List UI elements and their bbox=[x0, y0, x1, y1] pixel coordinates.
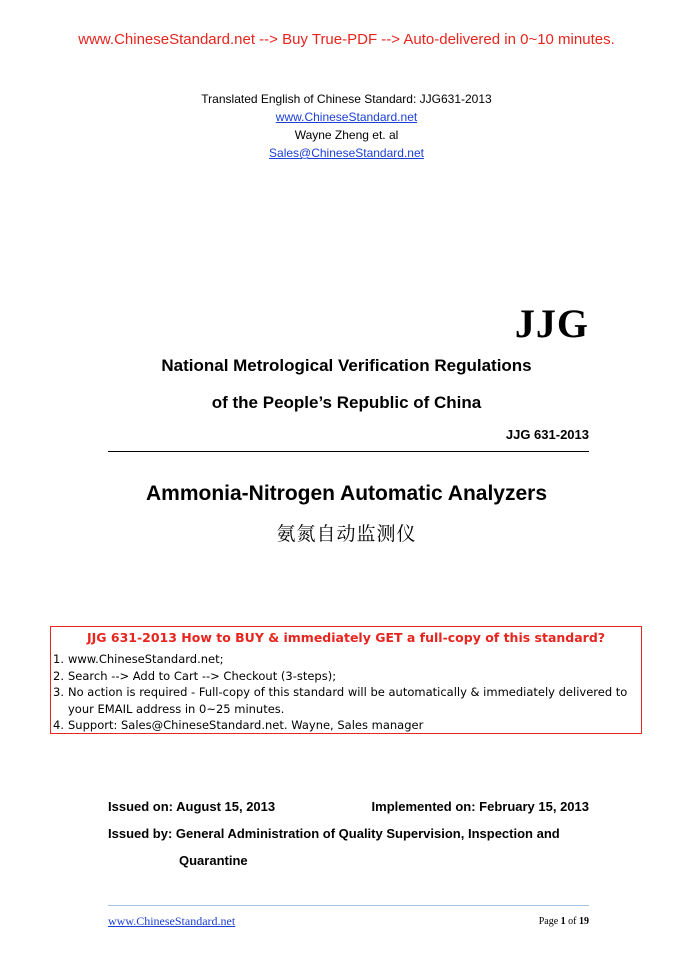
issuing-authority-cont: Quarantine bbox=[179, 853, 248, 868]
list-item: 1. www.ChineseStandard.net; bbox=[53, 652, 224, 666]
list-item: 2. Search --> Add to Cart --> Checkout (3-steps); bbox=[53, 668, 337, 683]
page-number: Page 1 of 19 bbox=[538, 916, 589, 927]
buy-box-heading: JJG 631-2013 How to BUY & immediately GET a full-copy of this standard? bbox=[86, 630, 606, 645]
document-title-chinese: 氨氮自动监测仪 bbox=[276, 524, 417, 545]
issued-on-date: Issued on: August 15, 2013 bbox=[108, 799, 276, 814]
website-link[interactable]: www.ChineseStandard.net bbox=[275, 110, 418, 124]
implemented-on-date: Implemented on: February 15, 2013 bbox=[371, 799, 589, 814]
footer-divider bbox=[108, 905, 589, 906]
email-link[interactable]: Sales@ChineseStandard.net bbox=[269, 146, 424, 160]
top-banner: www.ChineseStandard.net --> Buy True-PDF --> Auto-delivered in 0~10 minutes. bbox=[78, 31, 615, 48]
series-code: JJG bbox=[514, 301, 589, 346]
translation-line: Translated English of Chinese Standard: JJG631-2013 bbox=[201, 92, 492, 106]
regulation-title-line1: National Metrological Verification Regulations bbox=[161, 356, 532, 375]
author-line: Wayne Zheng et. al bbox=[294, 128, 399, 142]
regulation-title-line2: of the People’s Republic of China bbox=[211, 393, 482, 412]
standard-number: JJG 631-2013 bbox=[505, 427, 589, 442]
document-title: Ammonia-Nitrogen Automatic Analyzers bbox=[146, 482, 547, 505]
footer-website-link[interactable]: www.ChineseStandard.net bbox=[108, 914, 236, 928]
list-item: 3. No action is required - Full-copy of this standard will be automatically & immediately delivered to your EMAIL address in 0~25 minutes. bbox=[53, 685, 628, 716]
list-item: 4. Support: Sales@ChineseStandard.net. Wayne, Sales manager bbox=[53, 718, 424, 732]
buy-steps-list bbox=[51, 651, 641, 734]
buy-info-box bbox=[50, 626, 642, 734]
header-divider bbox=[108, 451, 589, 452]
issuing-authority: Issued by: General Administration of Quality Supervision, Inspection and bbox=[108, 826, 560, 841]
